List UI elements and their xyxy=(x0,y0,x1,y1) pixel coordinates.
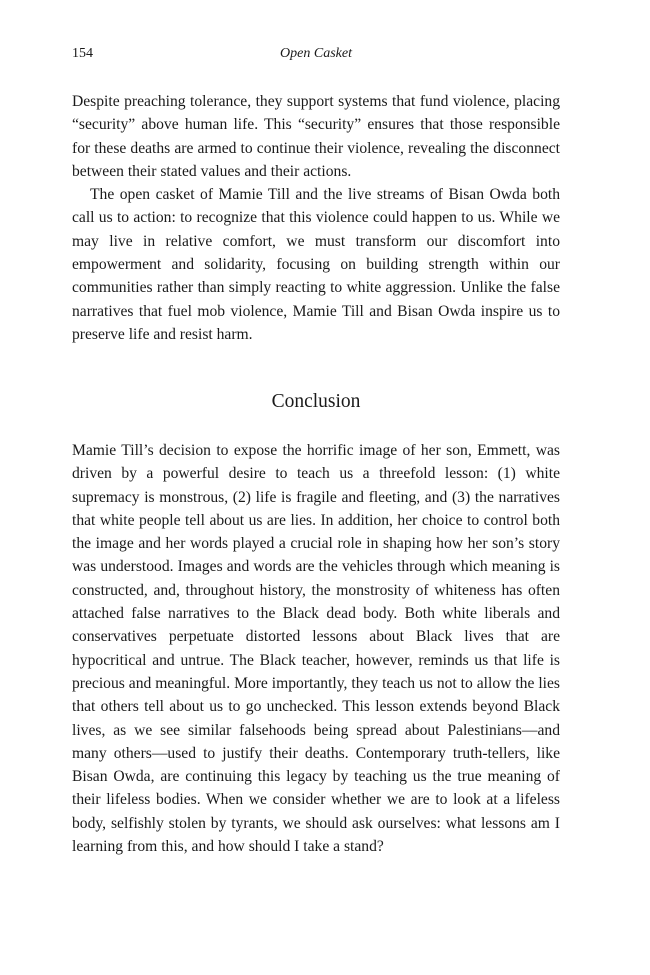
conclusion-text-block xyxy=(72,439,560,858)
paragraph-continued: Despite preaching tolerance, they support systems that fund violence, placing “security” above human life. This “security” ensures that those responsible for these deaths are armed to continue their violence, revealing the disconnect between their stated values and their actions. xyxy=(72,93,560,180)
text-block-before-heading xyxy=(72,90,560,346)
running-title: Open Casket xyxy=(280,46,352,61)
paragraph-conclusion: Mamie Till’s decision to expose the horrific image of her son, Emmett, was driven by a powerful desire to teach us a threefold lesson: (1) white supremacy is monstrous, (2) life is fragile and fleeting, and (3) the narratives that white people tell about us are lies. In addition, her choice to control both the image and her words played a crucial role in shaping how her son’s story was understood. Images and words are the vehicles through which meaning is constructed, and, throughout history, the monstrosity of whiteness has often attached false narratives to the Black dead body. Both white liberals and conservatives perpetuate distorted lessons about Black lives that are hypocritical and untrue. The Black teacher, however, reminds us that life is precious and meaningful. More importantly, they teach us not to allow the lies that others tell about us to go unchecked. This lesson extends beyond Black lives, as we see similar falsehoods being spread about Palestinians—and many others—used to justify their deaths. Contemporary truth-tellers, like Bisan Owda, are continuing this legacy by teaching us the true meaning of their lifeless bodies. When we consider whether we are to look at a lifeless body, selfishly stolen by tyrants, we should ask ourselves: what lessons am I learning from this, and how should I take a stand? xyxy=(72,442,560,856)
running-head xyxy=(72,46,560,66)
paragraph-open-casket: The open casket of Mamie Till and the live streams of Bisan Owda both call us to action: to recognize that this violence could happen to us. While we may live in relative comfort, we must transform our discomfort into empowerment and solidarity, focusing on building strength within our communities rather than simply reacting to white aggression. Unlike the false narratives that fuel mob violence, Mamie Till and Bisan Owda inspire us to preserve life and resist harm. xyxy=(72,186,560,343)
page-number: 154 xyxy=(72,46,93,61)
section-heading: Conclusion xyxy=(271,391,361,412)
